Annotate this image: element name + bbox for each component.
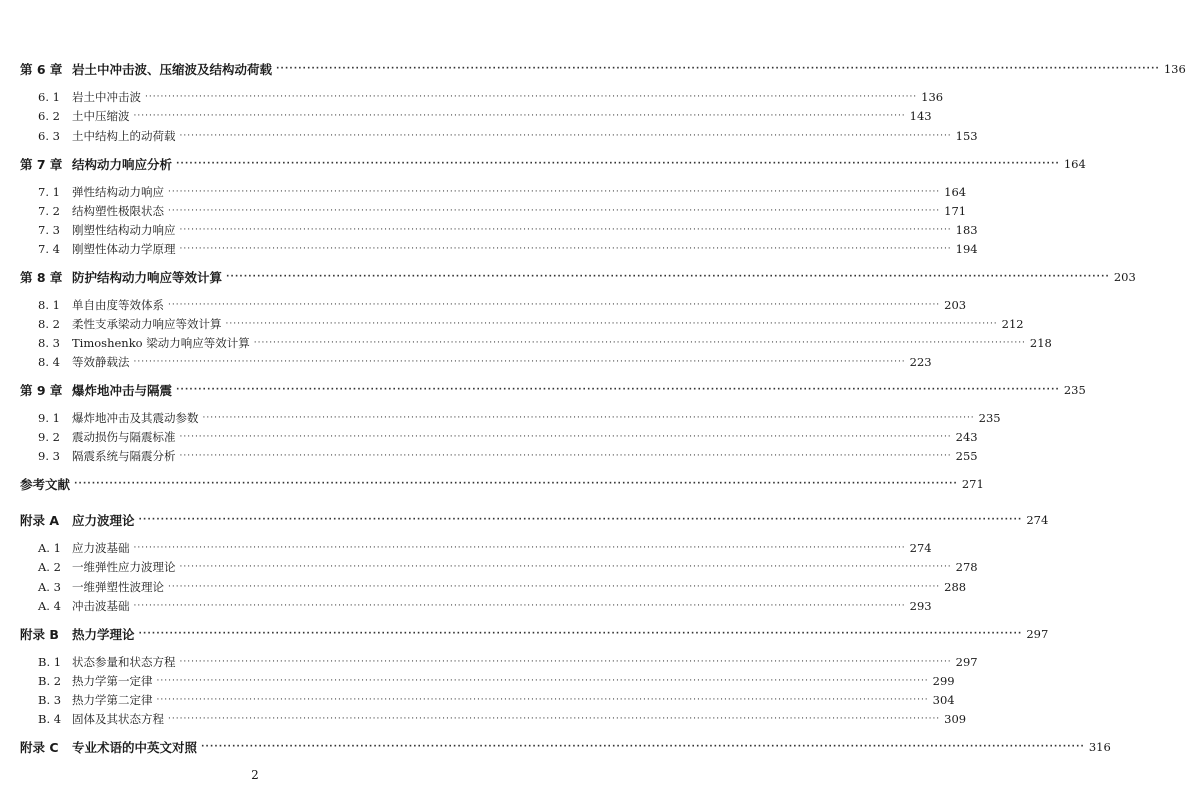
toc-entry-title: 弹性结构动力响应: [72, 185, 164, 199]
toc-section-entry: [0, 578, 967, 596]
toc-chapter-entry: [0, 60, 1186, 78]
toc-entry-page: 164: [1063, 157, 1086, 171]
toc-entry-title: 震动损伤与隔震标准: [72, 430, 176, 444]
toc-leader-dots: ········································································································································································································: [253, 338, 1026, 348]
toc-entry-page: 288: [944, 580, 967, 594]
page-number: 2: [251, 768, 259, 782]
toc-entry-page: 164: [944, 185, 967, 199]
toc-leader-dots: ········································································································································································································: [168, 582, 941, 592]
toc-entry-number: B. 3: [38, 693, 62, 707]
toc-section-entry: [0, 558, 978, 576]
toc-entry-title: 结构动力响应分析: [72, 157, 173, 172]
toc-chapter-entry: [0, 155, 1086, 173]
toc-entry-title: 刚塑性体动力学原理: [72, 242, 176, 256]
toc-entry-title: 一维弹性应力波理论: [72, 560, 176, 574]
toc-section-entry: [0, 107, 932, 125]
toc-leader-dots: ········································································································································································································: [156, 676, 929, 686]
toc-chapter-entry: [0, 381, 1086, 399]
toc-chapter-entry: [0, 475, 984, 493]
toc-section-entry: [0, 447, 978, 465]
toc-entry-page: 309: [944, 712, 967, 726]
toc-leader-dots: ········································································································································································································: [176, 385, 1060, 395]
toc-entry-number: 8. 4: [38, 355, 60, 369]
toc-entry-page: 183: [955, 223, 978, 237]
toc-entry-page: 255: [955, 449, 978, 463]
toc-section-entry: [0, 296, 967, 314]
toc-entry-title: 一维弹塑性波理论: [72, 580, 164, 594]
toc-leader-dots: ········································································································································································································: [133, 357, 906, 367]
toc-leader-dots: ········································································································································································································: [226, 272, 1110, 282]
toc-chapter-entry: [0, 625, 1049, 643]
toc-section-entry: [0, 409, 1001, 427]
toc-entry-title: 等效静载法: [72, 355, 130, 369]
toc-section-entry: [0, 653, 978, 671]
toc-entry-title: 单自由度等效体系: [72, 298, 164, 312]
toc-leader-dots: ········································································································································································································: [168, 187, 941, 197]
toc-entry-number: 第 6 章: [20, 62, 63, 77]
toc-entry-page: 136: [1163, 62, 1186, 76]
toc-section-entry: [0, 539, 932, 557]
toc-entry-number: A. 2: [38, 560, 61, 574]
toc-entry-number: B. 1: [38, 655, 62, 669]
toc-section-entry: [0, 127, 978, 145]
toc-section-entry: [0, 202, 967, 220]
toc-section-entry: [0, 597, 932, 615]
toc-entry-page: 218: [1029, 336, 1052, 350]
toc-entry-number: 附录 B: [20, 627, 59, 642]
toc-entry-page: 271: [961, 477, 984, 491]
toc-entry-page: 278: [955, 560, 978, 574]
toc-entry-page: 235: [978, 411, 1001, 425]
toc-entry-page: 297: [1026, 627, 1049, 641]
toc-entry-page: 171: [944, 204, 967, 218]
toc-entry-page: 235: [1063, 383, 1086, 397]
toc-section-entry: [0, 428, 978, 446]
toc-entry-title: 冲击波基础: [72, 599, 130, 613]
toc-entry-title: 固体及其状态方程: [72, 712, 164, 726]
toc-entry-number: 8. 2: [38, 317, 60, 331]
toc-entry-number: 第 9 章: [20, 383, 63, 398]
toc-leader-dots: ········································································································································································································: [133, 111, 906, 121]
toc-entry-number: 6. 1: [38, 90, 60, 104]
toc-entry-number: 8. 3: [38, 336, 60, 350]
toc-entry-page: 274: [909, 541, 932, 555]
toc-leader-dots: ········································································································································································································: [133, 543, 906, 553]
toc-leader-dots: ········································································································································································································: [179, 657, 952, 667]
toc-section-entry: [0, 672, 955, 690]
toc-leader-dots: ········································································································································································································: [138, 515, 1023, 525]
toc-leader-dots: ········································································································································································································: [201, 742, 1085, 752]
toc-entry-number: 第 7 章: [20, 157, 63, 172]
toc-leader-dots: ········································································································································································································: [156, 695, 929, 705]
toc-entry-page: 203: [944, 298, 967, 312]
toc-leader-dots: ········································································································································································································: [168, 714, 941, 724]
toc-chapter-entry: [0, 738, 1111, 756]
toc-entry-number: 9. 1: [38, 411, 60, 425]
toc-entry-number: 6. 2: [38, 109, 60, 123]
toc-entry-number: 7. 3: [38, 223, 60, 237]
toc-entry-title: 应力波理论: [72, 513, 135, 528]
toc-entry-title: 爆炸地冲击及其震动参数: [72, 411, 199, 425]
toc-entry-number: 7. 1: [38, 185, 60, 199]
toc-section-entry: [0, 353, 932, 371]
toc-section-entry: [0, 221, 978, 239]
toc-leader-dots: ········································································································································································································: [74, 479, 958, 489]
toc-entry-page: 194: [955, 242, 978, 256]
toc-entry-number: 附录 C: [20, 740, 59, 755]
toc-entry-page: 316: [1088, 740, 1111, 754]
toc-entry-title: 土中结构上的动荷载: [72, 129, 176, 143]
toc-leader-dots: ········································································································································································································: [168, 206, 941, 216]
toc-entry-title: 专业术语的中英文对照: [72, 740, 198, 755]
toc-entry-page: 136: [921, 90, 944, 104]
toc-entry-title: Timoshenko 梁动力响应等效计算: [72, 336, 250, 350]
toc-entry-page: 143: [909, 109, 932, 123]
toc-entry-title: 防护结构动力响应等效计算: [72, 270, 223, 285]
toc-leader-dots: ········································································································································································································: [145, 92, 918, 102]
toc-leader-dots: ········································································································································································································: [179, 225, 952, 235]
toc-section-entry: [0, 315, 1024, 333]
toc-entry-title: 状态参量和状态方程: [72, 655, 176, 669]
toc-entry-page: 153: [955, 129, 978, 143]
toc-entry-number: B. 2: [38, 674, 62, 688]
toc-entry-number: 9. 2: [38, 430, 60, 444]
toc-leader-dots: ········································································································································································································: [179, 244, 952, 254]
toc-section-entry: [0, 691, 955, 709]
toc-leader-dots: ········································································································································································································: [225, 319, 998, 329]
toc-entry-number: A. 4: [38, 599, 61, 613]
toc-leader-dots: ········································································································································································································: [276, 64, 1160, 74]
toc-entry-title: 爆炸地冲击与隔震: [72, 383, 173, 398]
toc-chapter-entry: [0, 511, 1049, 529]
toc-entry-page: 299: [932, 674, 955, 688]
toc-entry-page: 212: [1001, 317, 1024, 331]
toc-entry-title: 热力学第一定律: [72, 674, 153, 688]
toc-leader-dots: ········································································································································································································: [133, 601, 906, 611]
toc-entry-number: 6. 3: [38, 129, 60, 143]
toc-entry-number: B. 4: [38, 712, 62, 726]
toc-section-entry: [0, 240, 978, 258]
toc-entry-title: 柔性支承梁动力响应等效计算: [72, 317, 222, 331]
toc-entry-number: A. 3: [38, 580, 61, 594]
toc-entry-page: 293: [909, 599, 932, 613]
toc-chapter-entry: [0, 268, 1136, 286]
toc-entry-title: 土中压缩波: [72, 109, 130, 123]
toc-section-entry: [0, 183, 967, 201]
toc-entry-number: 8. 1: [38, 298, 60, 312]
toc-entry-title: 热力学理论: [72, 627, 135, 642]
toc-leader-dots: ········································································································································································································: [179, 451, 952, 461]
toc-section-entry: [0, 88, 944, 106]
toc-entry-page: 223: [909, 355, 932, 369]
toc-entry-number: 7. 2: [38, 204, 60, 218]
toc-section-entry: [0, 334, 1052, 352]
toc-leader-dots: ········································································································································································································: [176, 159, 1060, 169]
toc-entry-number: 附录 A: [20, 513, 60, 528]
toc-section-entry: [0, 710, 967, 728]
toc-entry-number: 第 8 章: [20, 270, 63, 285]
toc-leader-dots: ········································································································································································································: [179, 562, 952, 572]
toc-leader-dots: ········································································································································································································: [202, 413, 975, 423]
toc-entry-title: 参考文献: [20, 477, 71, 492]
toc-entry-title: 热力学第二定律: [72, 693, 153, 707]
toc-entry-page: 243: [955, 430, 978, 444]
toc-entry-title: 结构塑性极限状态: [72, 204, 164, 218]
toc-entry-page: 203: [1113, 270, 1136, 284]
toc-leader-dots: ········································································································································································································: [179, 131, 952, 141]
toc-entry-number: A. 1: [38, 541, 61, 555]
toc-entry-number: 7. 4: [38, 242, 60, 256]
toc-entry-page: 274: [1026, 513, 1049, 527]
toc-entry-title: 岩土中冲击波: [72, 90, 141, 104]
toc-entry-page: 297: [955, 655, 978, 669]
toc-leader-dots: ········································································································································································································: [138, 629, 1023, 639]
toc-entry-title: 岩土中冲击波、压缩波及结构动荷载: [72, 62, 273, 77]
toc-leader-dots: ········································································································································································································: [168, 300, 941, 310]
toc-leader-dots: ········································································································································································································: [179, 432, 952, 442]
toc-entry-title: 隔震系统与隔震分析: [72, 449, 176, 463]
toc-entry-title: 应力波基础: [72, 541, 130, 555]
toc-entry-number: 9. 3: [38, 449, 60, 463]
toc-entry-page: 304: [932, 693, 955, 707]
toc-entry-title: 刚塑性结构动力响应: [72, 223, 176, 237]
